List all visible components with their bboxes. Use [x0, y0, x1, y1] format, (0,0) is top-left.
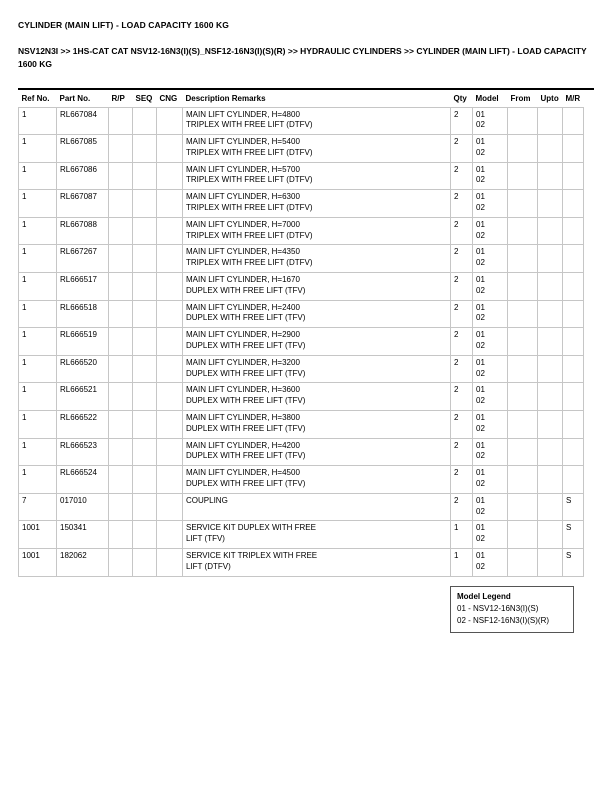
cell-desc: [183, 162, 451, 190]
cell-model: [473, 328, 508, 356]
cell-rp: [109, 466, 133, 494]
cell-from: [508, 245, 538, 273]
cell-desc: [183, 328, 451, 356]
cell-line: 01: [476, 109, 485, 119]
cell-seq: [133, 162, 157, 190]
cell-cng: [157, 300, 183, 328]
cell-ref: 1: [19, 328, 57, 356]
table-row: [19, 521, 584, 549]
cell-rp: [109, 300, 133, 328]
table-header-row: [19, 90, 584, 108]
cell-cng: [157, 162, 183, 190]
cell-part: RL666524: [57, 466, 109, 494]
cell-desc: [183, 217, 451, 245]
cell-line: MAIN LIFT CYLINDER, H=6300: [186, 192, 300, 202]
cell-ref: 1: [19, 190, 57, 218]
cell-seq: [133, 493, 157, 521]
cell-mr: [563, 245, 584, 273]
cell-rp: [109, 162, 133, 190]
cell-model: [473, 383, 508, 411]
cell-upto: [538, 411, 563, 439]
cell-seq: [133, 355, 157, 383]
column-header: Upto: [540, 93, 559, 103]
page-title: CYLINDER (MAIN LIFT) - LOAD CAPACITY 1600 KG: [18, 20, 229, 30]
cell-part: RL667084: [57, 107, 109, 135]
table-row: [19, 217, 584, 245]
cell-line: 01: [476, 468, 485, 478]
cell-cng: [157, 521, 183, 549]
cell-line: LIFT (TFV): [186, 534, 225, 544]
table-row: [19, 383, 584, 411]
cell-model: [473, 549, 508, 577]
cell-model: [473, 107, 508, 135]
cell-qty: 1: [451, 549, 473, 577]
cell-line: 02: [476, 120, 485, 130]
cell-upto: [538, 493, 563, 521]
column-header: Part No.: [59, 93, 91, 103]
cell-seq: [133, 217, 157, 245]
table-row: [19, 438, 584, 466]
cell-qty: 2: [451, 328, 473, 356]
cell-seq: [133, 245, 157, 273]
cell-seq: [133, 135, 157, 163]
cell-line: 02: [476, 147, 485, 157]
cell-part: RL666522: [57, 411, 109, 439]
cell-line: 02: [476, 313, 485, 323]
cell-cng: [157, 245, 183, 273]
cell-line: 01: [476, 192, 485, 202]
cell-model: [473, 355, 508, 383]
cell-from: [508, 300, 538, 328]
cell-qty: 2: [451, 383, 473, 411]
cell-line: 02: [476, 561, 485, 571]
cell-seq: [133, 300, 157, 328]
cell-cng: [157, 411, 183, 439]
column-header: Model: [475, 93, 499, 103]
cell-line: 01: [476, 551, 485, 560]
cell-upto: [538, 466, 563, 494]
cell-line: 01: [476, 357, 485, 367]
cell-mr: [563, 300, 584, 328]
cell-line: MAIN LIFT CYLINDER, H=2400: [186, 302, 300, 312]
cell-mr: [563, 273, 584, 301]
cell-desc: [183, 190, 451, 218]
cell-line: 01: [476, 137, 485, 147]
cell-ref: 1: [19, 383, 57, 411]
cell-line: TRIPLEX WITH FREE LIFT (DTFV): [186, 203, 313, 213]
table-row: [19, 328, 584, 356]
cell-ref: 1: [19, 245, 57, 273]
cell-ref: 1: [19, 355, 57, 383]
cell-ref: 1: [19, 411, 57, 439]
cell-line: 02: [476, 230, 485, 240]
cell-mr: [563, 135, 584, 163]
cell-line: MAIN LIFT CYLINDER, H=5400: [186, 137, 300, 147]
cell-seq: [133, 190, 157, 218]
table-row: [19, 135, 584, 163]
cell-upto: [538, 135, 563, 163]
cell-rp: [109, 411, 133, 439]
cell-model: [473, 217, 508, 245]
cell-cng: [157, 190, 183, 218]
cell-line: 01: [476, 385, 485, 395]
cell-cng: [157, 549, 183, 577]
cell-cng: [157, 273, 183, 301]
cell-model: [473, 300, 508, 328]
cell-line: 01: [476, 302, 485, 312]
cell-line: TRIPLEX WITH FREE LIFT (DTFV): [186, 120, 313, 130]
cell-part: 182062: [57, 549, 109, 577]
cell-qty: 2: [451, 493, 473, 521]
cell-cng: [157, 135, 183, 163]
cell-line: 02: [476, 506, 485, 516]
cell-part: 017010: [57, 493, 109, 521]
cell-ref: 1001: [19, 521, 57, 549]
cell-from: [508, 328, 538, 356]
cell-part: RL666518: [57, 300, 109, 328]
cell-cng: [157, 383, 183, 411]
cell-seq: [133, 549, 157, 577]
cell-line: 02: [476, 285, 485, 295]
cell-line: MAIN LIFT CYLINDER, H=5700: [186, 164, 300, 174]
table-row: [19, 466, 584, 494]
cell-line: MAIN LIFT CYLINDER, H=4200: [186, 440, 300, 450]
cell-mr: [563, 438, 584, 466]
cell-part: RL666517: [57, 273, 109, 301]
cell-from: [508, 162, 538, 190]
cell-upto: [538, 300, 563, 328]
cell-line: 02: [476, 479, 485, 489]
cell-seq: [133, 438, 157, 466]
cell-line: MAIN LIFT CYLINDER, H=3800: [186, 413, 300, 423]
cell-qty: 2: [451, 162, 473, 190]
cell-from: [508, 493, 538, 521]
cell-desc: [183, 549, 451, 577]
cell-model: [473, 162, 508, 190]
cell-cng: [157, 328, 183, 356]
cell-desc: [183, 300, 451, 328]
cell-line: TRIPLEX WITH FREE LIFT (DTFV): [186, 258, 313, 268]
table-row: [19, 245, 584, 273]
cell-cng: [157, 438, 183, 466]
column-header: From: [510, 93, 531, 103]
table-row: [19, 162, 584, 190]
cell-part: 150341: [57, 521, 109, 549]
cell-from: [508, 466, 538, 494]
cell-ref: 1: [19, 217, 57, 245]
cell-desc: [183, 107, 451, 135]
cell-qty: 2: [451, 217, 473, 245]
cell-from: [508, 135, 538, 163]
cell-line: 02: [476, 368, 485, 378]
cell-qty: 2: [451, 355, 473, 383]
cell-part: RL666520: [57, 355, 109, 383]
cell-line: 01: [476, 330, 485, 340]
cell-line: MAIN LIFT CYLINDER, H=3600: [186, 385, 300, 395]
table-row: [19, 107, 584, 135]
column-header: R/P: [111, 93, 125, 103]
cell-line: 01: [476, 164, 485, 174]
cell-line: 02: [476, 341, 485, 351]
cell-model: [473, 273, 508, 301]
cell-line: MAIN LIFT CYLINDER, H=4500: [186, 468, 300, 478]
cell-from: [508, 107, 538, 135]
cell-cng: [157, 217, 183, 245]
cell-desc: [183, 438, 451, 466]
cell-qty: 2: [451, 245, 473, 273]
cell-rp: [109, 135, 133, 163]
cell-line: DUPLEX WITH FREE LIFT (TFV): [186, 423, 306, 433]
cell-upto: [538, 355, 563, 383]
cell-ref: 1: [19, 438, 57, 466]
table-row: [19, 493, 584, 521]
cell-from: [508, 355, 538, 383]
cell-line: TRIPLEX WITH FREE LIFT (DTFV): [186, 147, 313, 157]
cell-line: 02: [476, 451, 485, 461]
cell-mr: [563, 466, 584, 494]
cell-line: MAIN LIFT CYLINDER, H=2900: [186, 330, 300, 340]
cell-rp: [109, 383, 133, 411]
cell-qty: 2: [451, 273, 473, 301]
cell-rp: [109, 107, 133, 135]
cell-line: 01: [476, 413, 485, 423]
cell-rp: [109, 245, 133, 273]
cell-rp: [109, 355, 133, 383]
model-legend-title: Model Legend: [457, 591, 511, 601]
table-row: [19, 300, 584, 328]
cell-line: 01: [476, 247, 485, 257]
cell-cng: [157, 107, 183, 135]
cell-qty: 2: [451, 411, 473, 439]
cell-line: 01: [476, 495, 485, 505]
cell-upto: [538, 190, 563, 218]
cell-mr: [563, 162, 584, 190]
model-legend-item: 01 - NSV12-16N3(I)(S): [457, 603, 539, 613]
cell-upto: [538, 549, 563, 577]
cell-qty: 2: [451, 107, 473, 135]
column-header: M/R: [565, 93, 581, 103]
cell-model: [473, 190, 508, 218]
table-row: [19, 273, 584, 301]
cell-seq: [133, 521, 157, 549]
cell-part: RL667088: [57, 217, 109, 245]
cell-line: 02: [476, 396, 485, 406]
cell-from: [508, 383, 538, 411]
cell-model: [473, 245, 508, 273]
cell-from: [508, 438, 538, 466]
cell-seq: [133, 411, 157, 439]
cell-ref: 1: [19, 162, 57, 190]
parts-table: [18, 90, 584, 577]
cell-upto: [538, 328, 563, 356]
cell-mr: S: [563, 493, 584, 521]
cell-line: TRIPLEX WITH FREE LIFT (DTFV): [186, 230, 313, 240]
cell-rp: [109, 273, 133, 301]
cell-part: RL666523: [57, 438, 109, 466]
cell-line: 02: [476, 175, 485, 185]
cell-line: SERVICE KIT DUPLEX WITH FREE: [186, 523, 316, 533]
cell-qty: 2: [451, 135, 473, 163]
cell-part: RL666519: [57, 328, 109, 356]
table-row: [19, 355, 584, 383]
cell-mr: S: [563, 521, 584, 549]
cell-qty: 2: [451, 190, 473, 218]
column-header: Ref No.: [21, 93, 50, 103]
cell-rp: [109, 549, 133, 577]
cell-upto: [538, 217, 563, 245]
cell-upto: [538, 245, 563, 273]
cell-rp: [109, 328, 133, 356]
cell-model: [473, 135, 508, 163]
cell-from: [508, 273, 538, 301]
cell-upto: [538, 162, 563, 190]
cell-line: 01: [476, 219, 485, 229]
cell-cng: [157, 355, 183, 383]
cell-ref: 1001: [19, 549, 57, 577]
cell-line: DUPLEX WITH FREE LIFT (TFV): [186, 368, 306, 378]
cell-line: MAIN LIFT CYLINDER, H=3200: [186, 357, 300, 367]
model-legend-item: 02 - NSF12-16N3(I)(S)(R): [457, 615, 550, 625]
cell-mr: [563, 355, 584, 383]
cell-rp: [109, 190, 133, 218]
cell-line: 02: [476, 423, 485, 433]
cell-cng: [157, 466, 183, 494]
cell-line: DUPLEX WITH FREE LIFT (TFV): [186, 451, 306, 461]
cell-seq: [133, 107, 157, 135]
cell-qty: 2: [451, 300, 473, 328]
cell-mr: [563, 328, 584, 356]
model-legend: [450, 586, 574, 633]
cell-from: [508, 521, 538, 549]
column-header: Qty: [453, 93, 467, 103]
cell-line: DUPLEX WITH FREE LIFT (TFV): [186, 341, 306, 351]
cell-line: 02: [476, 203, 485, 213]
cell-mr: S: [563, 549, 584, 577]
cell-line: 01: [476, 440, 485, 450]
cell-line: MAIN LIFT CYLINDER, H=4350: [186, 247, 300, 257]
cell-line: COUPLING: [186, 495, 228, 505]
breadcrumb: NSV12N3I >> 1HS-CAT CAT NSV12-16N3(I)(S)_NSF12-16N3(I)(S)(R) >> HYDRAULIC CYLINDERS >> CYLINDER (MAIN LIFT) - LOAD CAPACITY 1600 KG: [18, 46, 587, 69]
cell-part: RL667087: [57, 190, 109, 218]
cell-mr: [563, 217, 584, 245]
cell-line: 01: [476, 275, 485, 285]
cell-part: RL667086: [57, 162, 109, 190]
table-row: [19, 411, 584, 439]
cell-desc: [183, 383, 451, 411]
column-header: CNG: [159, 93, 178, 103]
cell-seq: [133, 273, 157, 301]
cell-part: RL666521: [57, 383, 109, 411]
cell-line: MAIN LIFT CYLINDER, H=7000: [186, 219, 300, 229]
cell-line: 02: [476, 258, 485, 268]
cell-model: [473, 411, 508, 439]
cell-model: [473, 521, 508, 549]
cell-from: [508, 549, 538, 577]
cell-desc: [183, 521, 451, 549]
cell-upto: [538, 273, 563, 301]
cell-seq: [133, 328, 157, 356]
cell-line: 01: [476, 523, 485, 533]
table-row: [19, 549, 584, 577]
cell-upto: [538, 521, 563, 549]
cell-from: [508, 217, 538, 245]
cell-qty: 2: [451, 466, 473, 494]
cell-seq: [133, 466, 157, 494]
cell-rp: [109, 217, 133, 245]
cell-ref: 1: [19, 300, 57, 328]
cell-from: [508, 190, 538, 218]
cell-line: LIFT (DTFV): [186, 561, 231, 571]
cell-line: DUPLEX WITH FREE LIFT (TFV): [186, 479, 306, 489]
cell-mr: [563, 411, 584, 439]
cell-desc: [183, 245, 451, 273]
cell-ref: 1: [19, 273, 57, 301]
cell-desc: [183, 466, 451, 494]
cell-mr: [563, 383, 584, 411]
cell-ref: 1: [19, 135, 57, 163]
cell-part: RL667267: [57, 245, 109, 273]
cell-qty: 1: [451, 521, 473, 549]
cell-line: 02: [476, 534, 485, 544]
cell-line: DUPLEX WITH FREE LIFT (TFV): [186, 285, 306, 295]
cell-rp: [109, 521, 133, 549]
cell-ref: 1: [19, 466, 57, 494]
cell-desc: [183, 493, 451, 521]
cell-cng: [157, 493, 183, 521]
cell-model: [473, 466, 508, 494]
cell-model: [473, 493, 508, 521]
column-header: SEQ: [135, 93, 153, 103]
cell-desc: [183, 411, 451, 439]
cell-desc: [183, 273, 451, 301]
cell-rp: [109, 438, 133, 466]
cell-line: TRIPLEX WITH FREE LIFT (DTFV): [186, 175, 313, 185]
cell-desc: [183, 355, 451, 383]
cell-from: [508, 411, 538, 439]
cell-ref: 7: [19, 493, 57, 521]
cell-line: MAIN LIFT CYLINDER, H=4800: [186, 109, 300, 119]
cell-ref: 1: [19, 107, 57, 135]
cell-model: [473, 438, 508, 466]
cell-desc: [183, 135, 451, 163]
parts-table-head: [19, 90, 584, 108]
cell-upto: [538, 107, 563, 135]
cell-line: SERVICE KIT TRIPLEX WITH FREE: [186, 551, 318, 560]
cell-part: RL667085: [57, 135, 109, 163]
cell-rp: [109, 493, 133, 521]
cell-upto: [538, 383, 563, 411]
cell-qty: 2: [451, 438, 473, 466]
table-row: [19, 190, 584, 218]
cell-seq: [133, 383, 157, 411]
cell-mr: [563, 190, 584, 218]
cell-upto: [538, 438, 563, 466]
cell-mr: [563, 107, 584, 135]
cell-line: DUPLEX WITH FREE LIFT (TFV): [186, 313, 306, 323]
column-header: Description Remarks: [185, 93, 266, 103]
cell-line: MAIN LIFT CYLINDER, H=1670: [186, 275, 300, 285]
parts-table-body: [19, 107, 584, 576]
cell-line: DUPLEX WITH FREE LIFT (TFV): [186, 396, 306, 406]
